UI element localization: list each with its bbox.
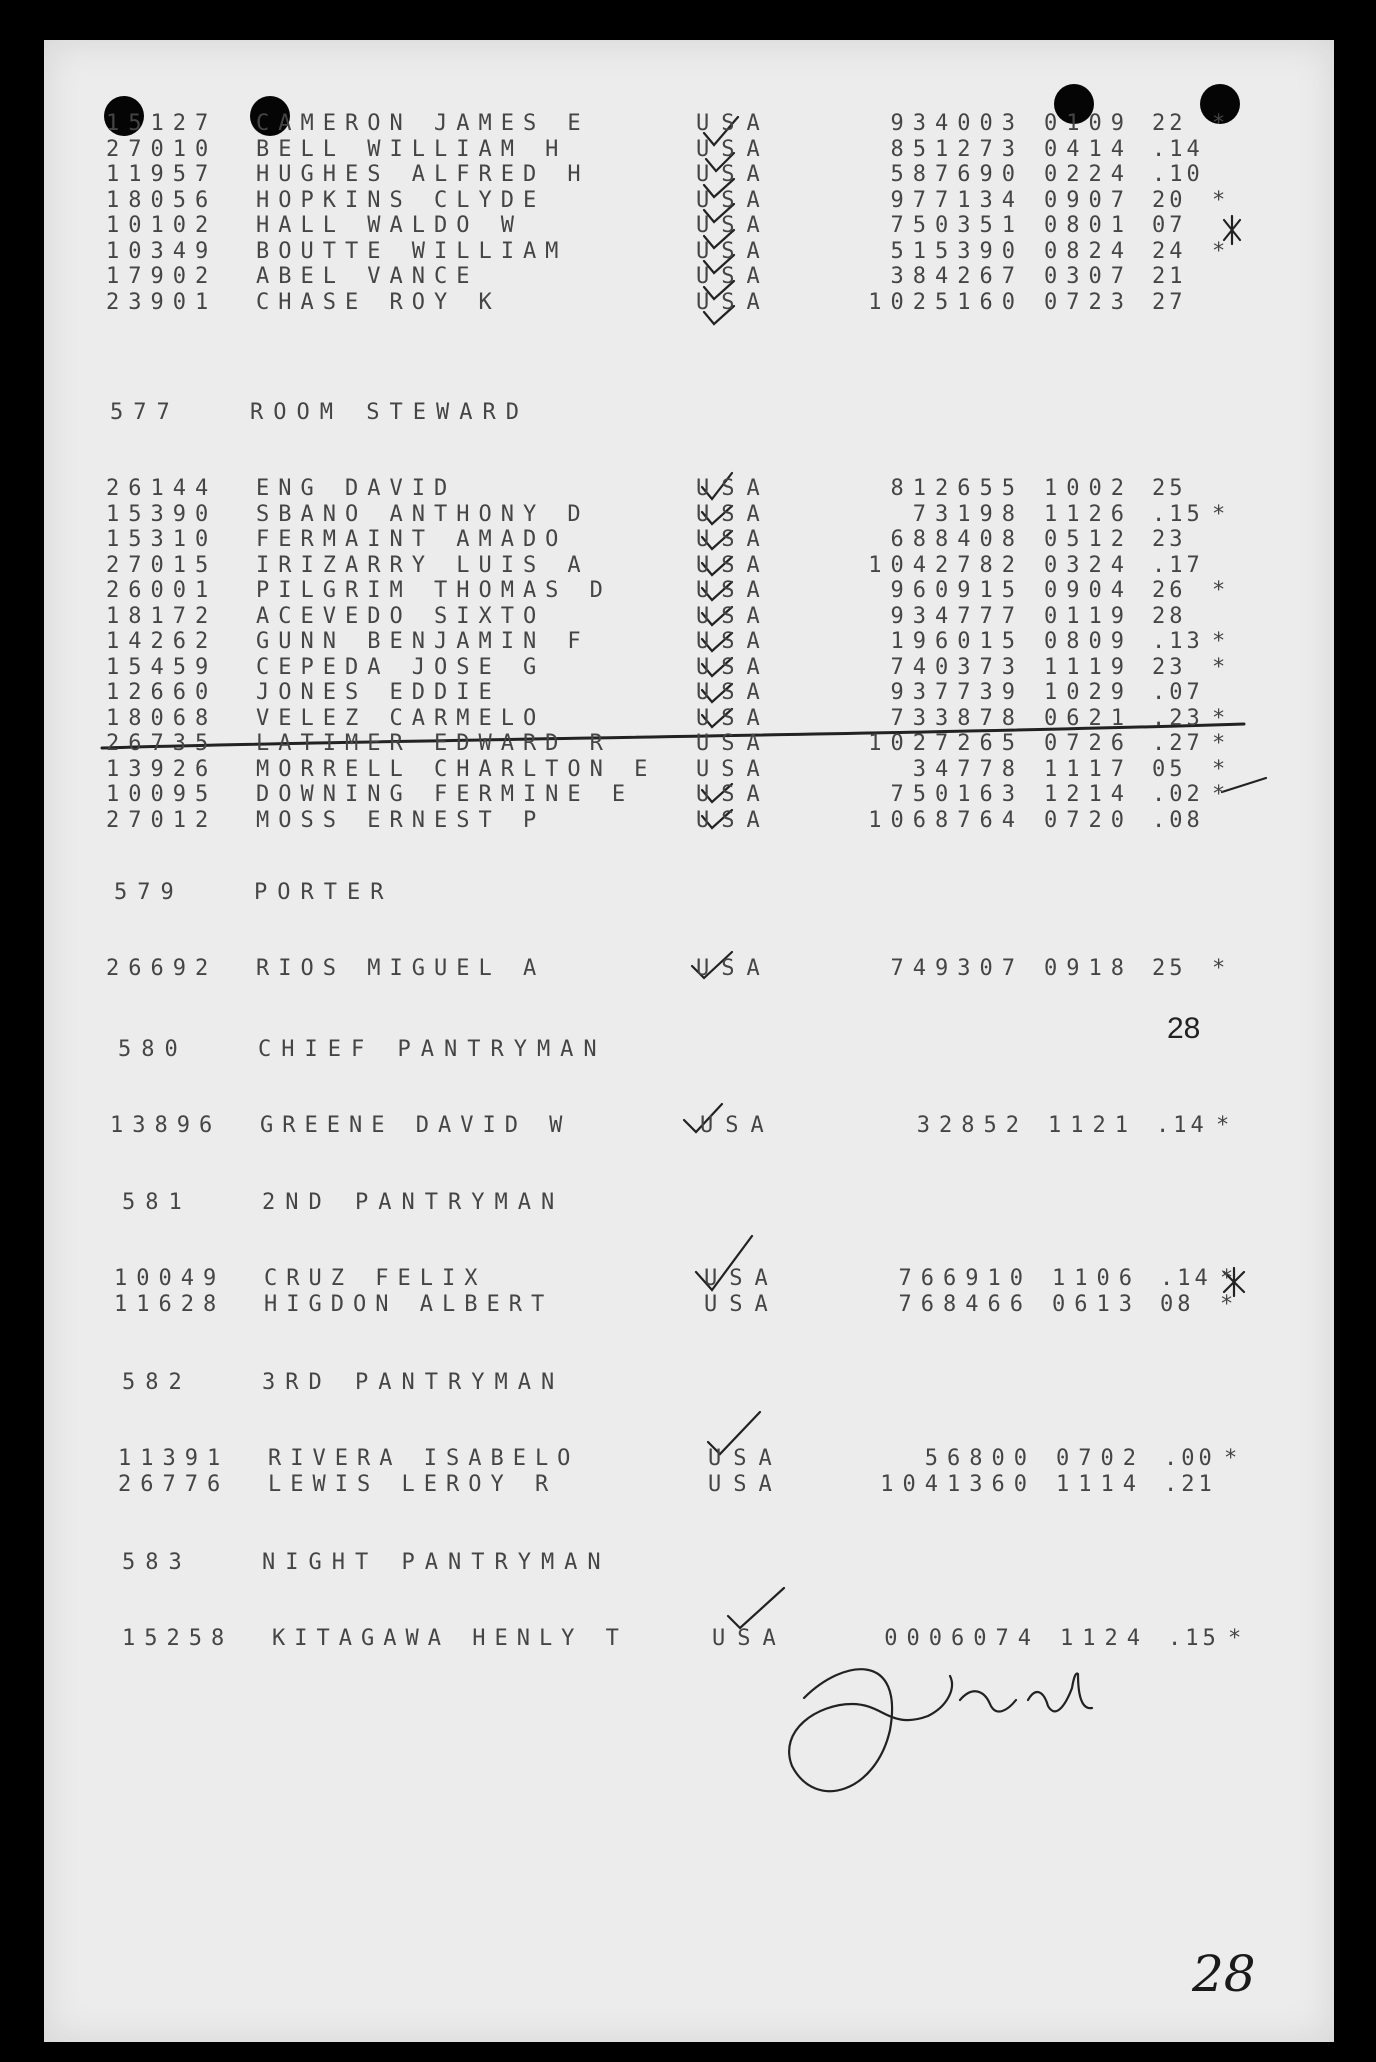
nationality: USA [696, 527, 772, 552]
page-number: 28 [1167, 1012, 1201, 1045]
crew-row [44, 578, 1334, 606]
section-code: 583 [122, 1550, 192, 1575]
value: 07 [1152, 213, 1187, 238]
date-code: 1002 [1044, 476, 1133, 501]
crew-number: 13896 [110, 1113, 222, 1138]
crew-number: 23901 [106, 289, 218, 315]
date-code: 0904 [1044, 578, 1133, 603]
crew-number: 18172 [106, 603, 218, 629]
section-title: CHIEF PANTRYMAN [258, 1037, 607, 1062]
reference-number: 688408 [890, 527, 1024, 552]
reference-number: 587690 [890, 162, 1024, 187]
date-code: 0512 [1044, 527, 1133, 552]
date-code: 0224 [1044, 162, 1133, 187]
crew-row [44, 502, 1334, 530]
crew-row [44, 476, 1334, 504]
crew-name: BELL WILLIAM H [256, 136, 568, 162]
section-code: 582 [122, 1370, 192, 1395]
nationality: USA [696, 680, 772, 705]
asterisk-mark: * [1212, 111, 1226, 136]
nationality: USA [708, 1471, 784, 1497]
crew-number: 12660 [106, 680, 218, 705]
value: 27 [1152, 289, 1187, 315]
crew-name: CRUZ FELIX [264, 1266, 487, 1291]
value: 24 [1152, 238, 1187, 264]
pen-annotations [44, 40, 1334, 2042]
value: .21 [1164, 1471, 1216, 1497]
reference-number: 750163 [890, 782, 1024, 807]
nationality: USA [696, 264, 772, 289]
nationality: USA [704, 1291, 780, 1317]
crew-name: IRIZARRY LUIS A [256, 552, 590, 578]
crew-number: 15310 [106, 527, 218, 552]
date-code: 0723 [1044, 289, 1133, 315]
date-code: 1121 [1048, 1113, 1137, 1138]
asterisk-mark: * [1212, 956, 1226, 981]
crew-name: GREENE DAVID W [260, 1113, 572, 1138]
crew-name: FERMAINT AMADO [256, 527, 568, 552]
crew-number: 27012 [106, 807, 218, 833]
value: .13 [1152, 629, 1204, 654]
nationality: USA [696, 956, 772, 981]
nationality: USA [696, 289, 772, 315]
crew-number: 26776 [118, 1471, 230, 1497]
nationality: USA [696, 603, 772, 629]
crew-row [56, 1472, 1346, 1500]
crew-name: CHASE ROY K [256, 289, 501, 315]
crew-row [44, 956, 1334, 984]
signature-stroke [789, 1669, 1092, 1791]
crew-number: 15127 [106, 111, 218, 136]
asterisk-mark: * [1212, 501, 1226, 527]
crew-name: HIGDON ALBERT [264, 1291, 554, 1317]
reference-number: 749307 [890, 956, 1024, 981]
date-code: 0720 [1044, 807, 1133, 833]
date-code: 0414 [1044, 136, 1133, 162]
crew-row [56, 1446, 1346, 1474]
section-code: 577 [110, 400, 180, 425]
crew-number: 26144 [106, 476, 218, 501]
section-code: 581 [122, 1190, 192, 1215]
value: .15 [1168, 1626, 1220, 1651]
nationality: USA [712, 1626, 788, 1651]
crew-name: GUNN BENJAMIN F [256, 629, 590, 654]
crew-name: ABEL VANCE [256, 264, 479, 289]
nationality: USA [696, 731, 772, 756]
crew-row [44, 808, 1334, 836]
date-code: 0324 [1044, 552, 1133, 578]
reference-number: 196015 [890, 629, 1024, 654]
crew-name: PILGRIM THOMAS D [256, 578, 612, 603]
value: .23 [1152, 705, 1204, 731]
value: 05 [1152, 756, 1187, 782]
reference-number: 934003 [890, 111, 1024, 136]
crew-number: 13926 [106, 756, 218, 782]
reference-number: 1042782 [868, 552, 1024, 578]
crew-row [44, 213, 1334, 241]
crew-number: 15258 [122, 1626, 234, 1651]
value: 28 [1152, 603, 1187, 629]
value: 08 [1160, 1291, 1195, 1317]
crew-name: MORRELL CHARLTON E [256, 756, 657, 782]
crew-name: RIOS MIGUEL A [256, 956, 546, 981]
value: 21 [1152, 264, 1187, 289]
section-title: 2ND PANTRYMAN [262, 1190, 565, 1215]
crew-row [44, 706, 1334, 734]
crew-row [44, 264, 1334, 292]
crew-number: 11628 [114, 1291, 226, 1317]
asterisk-mark: * [1212, 654, 1226, 680]
asterisk-mark: * [1212, 705, 1226, 731]
reference-number: 34778 [912, 756, 1024, 782]
reference-number: 384267 [890, 264, 1024, 289]
crew-name: DOWNING FERMINE E [256, 782, 635, 807]
nationality: USA [696, 629, 772, 654]
crew-number: 10095 [106, 782, 218, 807]
crew-name: LEWIS LEROY R [268, 1471, 558, 1497]
date-code: 1106 [1052, 1266, 1141, 1291]
crew-name: SBANO ANTHONY D [256, 501, 590, 527]
crew-name: LATIMER EDWARD R [256, 731, 612, 756]
crew-number: 27010 [106, 136, 218, 162]
date-code: 0801 [1044, 213, 1133, 238]
value: .17 [1152, 552, 1204, 578]
crew-name: RIVERA ISABELO [268, 1446, 580, 1471]
asterisk-mark: * [1212, 731, 1226, 756]
value: 25 [1152, 956, 1187, 981]
crew-number: 15459 [106, 654, 218, 680]
crew-row [44, 757, 1334, 785]
asterisk-mark: * [1212, 187, 1226, 213]
date-code: 0109 [1044, 111, 1133, 136]
asterisk-mark: * [1212, 238, 1226, 264]
date-code: 0726 [1044, 731, 1133, 756]
nationality: USA [696, 756, 772, 782]
value: 23 [1152, 527, 1187, 552]
reference-number: 766910 [898, 1266, 1032, 1291]
value: .15 [1152, 501, 1204, 527]
crew-number: 27015 [106, 552, 218, 578]
reference-number: 740373 [890, 654, 1024, 680]
crew-number: 26735 [106, 731, 218, 756]
value: 22 [1152, 111, 1187, 136]
crew-name: HUGHES ALFRED H [256, 162, 590, 187]
crew-row [52, 1292, 1342, 1320]
section-title: PORTER [254, 880, 394, 905]
nationality: USA [696, 782, 772, 807]
crew-row [44, 111, 1334, 139]
reference-number: 73198 [912, 501, 1024, 527]
crew-row [44, 655, 1334, 683]
crew-row [60, 1626, 1350, 1654]
reference-number: 750351 [890, 213, 1024, 238]
asterisk-mark: * [1212, 756, 1226, 782]
reference-number: 1025160 [868, 289, 1024, 315]
nationality: USA [696, 578, 772, 603]
reference-number: 937739 [890, 680, 1024, 705]
reference-number: 56800 [924, 1446, 1036, 1471]
section-code: 580 [118, 1037, 188, 1062]
asterisk-mark: * [1228, 1626, 1242, 1651]
date-code: 0824 [1044, 238, 1133, 264]
asterisk-mark: * [1224, 1446, 1238, 1471]
value: .07 [1152, 680, 1204, 705]
crew-name: BOUTTE WILLIAM [256, 238, 568, 264]
date-code: 0918 [1044, 956, 1133, 981]
crew-row [52, 1266, 1342, 1294]
reference-number: 768466 [898, 1291, 1032, 1317]
date-code: 1029 [1044, 680, 1133, 705]
section-title: ROOM STEWARD [250, 400, 529, 425]
asterisk-mark: * [1212, 629, 1226, 654]
date-code: 0907 [1044, 187, 1133, 213]
value: 23 [1152, 654, 1187, 680]
reference-number: 1041360 [880, 1471, 1036, 1497]
reference-number: 1068764 [868, 807, 1024, 833]
nationality: USA [696, 162, 772, 187]
value: .14 [1160, 1266, 1212, 1291]
date-code: 1124 [1060, 1626, 1149, 1651]
reference-number: 812655 [890, 476, 1024, 501]
date-code: 1114 [1056, 1471, 1145, 1497]
crew-number: 26692 [106, 956, 218, 981]
nationality: USA [696, 476, 772, 501]
crew-row [44, 239, 1334, 267]
reference-number: 32852 [916, 1113, 1028, 1138]
nationality: USA [700, 1113, 776, 1138]
crew-number: 10102 [106, 213, 218, 238]
crew-number: 26001 [106, 578, 218, 603]
crew-number: 10349 [106, 238, 218, 264]
date-code: 1117 [1044, 756, 1133, 782]
crew-name: CEPEDA JOSE G [256, 654, 546, 680]
reference-number: 733878 [890, 705, 1024, 731]
crew-row [44, 162, 1334, 190]
crew-number: 11391 [118, 1446, 230, 1471]
crew-number: 10049 [114, 1266, 226, 1291]
crew-name: CAMERON JAMES E [256, 111, 590, 136]
nationality: USA [696, 654, 772, 680]
value: .27 [1152, 731, 1204, 756]
nationality: USA [696, 136, 772, 162]
crew-name: MOSS ERNEST P [256, 807, 546, 833]
nationality: USA [708, 1446, 784, 1471]
section-code: 579 [114, 880, 184, 905]
asterisk-mark: * [1212, 782, 1226, 807]
nationality: USA [696, 187, 772, 213]
reference-number: 1027265 [868, 731, 1024, 756]
reference-number: 515390 [890, 238, 1024, 264]
crew-name: ACEVEDO SIXTO [256, 603, 546, 629]
crew-name: HOPKINS CLYDE [256, 187, 546, 213]
crew-row [44, 553, 1334, 581]
crew-row [44, 527, 1334, 555]
crew-row [44, 290, 1334, 318]
reference-number: 960915 [890, 578, 1024, 603]
reference-number: 0006074 [884, 1626, 1040, 1651]
asterisk-mark: * [1220, 1291, 1234, 1317]
value: .14 [1152, 136, 1204, 162]
check-mark [728, 1588, 784, 1628]
date-code: 0119 [1044, 603, 1133, 629]
nationality: USA [704, 1266, 780, 1291]
crew-number: 14262 [106, 629, 218, 654]
nationality: USA [696, 501, 772, 527]
value: .10 [1152, 162, 1204, 187]
handwritten-page-number: 28 [1192, 1945, 1256, 2003]
date-code: 0613 [1052, 1291, 1141, 1317]
nationality: USA [696, 552, 772, 578]
value: .02 [1152, 782, 1204, 807]
crew-number: 11957 [106, 162, 218, 187]
date-code: 1126 [1044, 501, 1133, 527]
value: 20 [1152, 187, 1187, 213]
value: 26 [1152, 578, 1187, 603]
date-code: 1214 [1044, 782, 1133, 807]
crew-row [44, 137, 1334, 165]
crew-row [44, 604, 1334, 632]
section-title: NIGHT PANTRYMAN [262, 1550, 611, 1575]
crew-row [44, 680, 1334, 708]
document-page [44, 40, 1334, 2042]
crew-name: HALL WALDO W [256, 213, 523, 238]
crew-name: ENG DAVID [256, 476, 457, 501]
crew-name: VELEZ CARMELO [256, 705, 546, 731]
asterisk-mark: * [1212, 578, 1226, 603]
crew-row [44, 731, 1334, 759]
section-title: 3RD PANTRYMAN [262, 1370, 565, 1395]
crew-row [44, 629, 1334, 657]
value: .00 [1164, 1446, 1216, 1471]
crew-number: 18068 [106, 705, 218, 731]
nationality: USA [696, 705, 772, 731]
date-code: 0809 [1044, 629, 1133, 654]
date-code: 0621 [1044, 705, 1133, 731]
crew-row [44, 188, 1334, 216]
nationality: USA [696, 213, 772, 238]
value: .08 [1152, 807, 1204, 833]
crew-number: 15390 [106, 501, 218, 527]
nationality: USA [696, 111, 772, 136]
crew-row [44, 782, 1334, 810]
nationality: USA [696, 238, 772, 264]
value: .14 [1156, 1113, 1208, 1138]
asterisk-mark: * [1216, 1113, 1230, 1138]
nationality: USA [696, 807, 772, 833]
value: 25 [1152, 476, 1187, 501]
reference-number: 851273 [890, 136, 1024, 162]
reference-number: 934777 [890, 603, 1024, 629]
crew-number: 18056 [106, 187, 218, 213]
reference-number: 977134 [890, 187, 1024, 213]
date-code: 1119 [1044, 654, 1133, 680]
crew-number: 17902 [106, 264, 218, 289]
crew-name: JONES EDDIE [256, 680, 501, 705]
crew-name: KITAGAWA HENLY T [272, 1626, 628, 1651]
crew-row [48, 1113, 1338, 1141]
asterisk-mark: * [1220, 1266, 1234, 1291]
date-code: 0307 [1044, 264, 1133, 289]
date-code: 0702 [1056, 1446, 1145, 1471]
